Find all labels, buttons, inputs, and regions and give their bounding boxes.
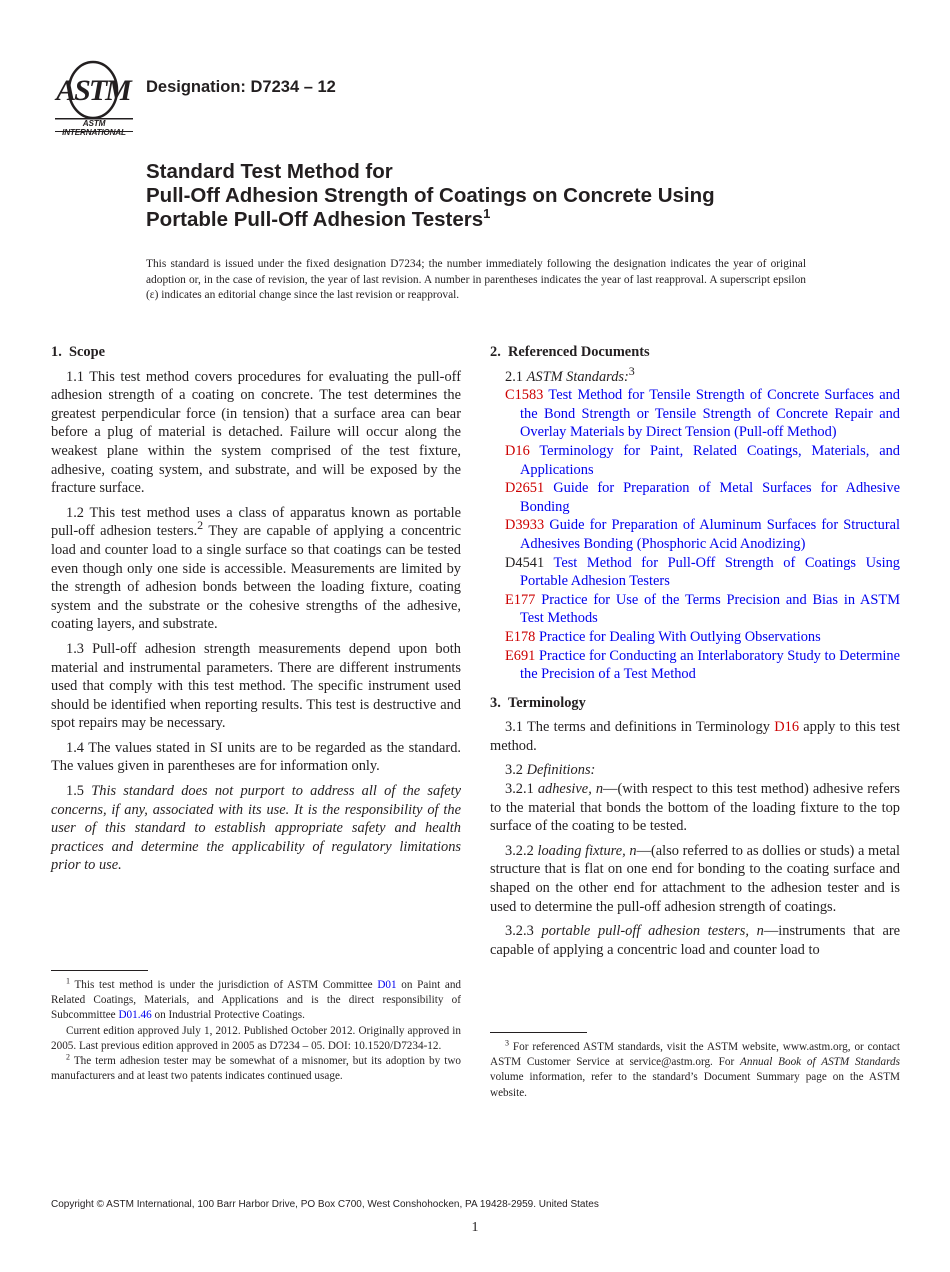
referenced-documents-heading: 2. Referenced Documents [490, 344, 650, 360]
scope-1-1: 1.1 This test method covers procedures for evaluating the pull-off adhesion strength of a coating on concrete. The test determines the greatest perpendicular force (in tension) that a surface area can bear before a plug of material is detached. Failure will occur along the weakest plane within the system comprised of the test fixture, adhesive, coating system, and substrate, and will be exposed by the fracture surface. [51, 368, 461, 497]
reference-code-link[interactable]: D2651 [505, 480, 545, 497]
definition-portable-testers-text: —instruments that are capable of applying a concentric load and counter load to [490, 923, 901, 958]
scope-1-5-text: This standard does not purport to address all of the safety concerns, if any, associated with its use. It is the responsibility of the user of this standard to establish appropriate safety and health practices and determine the applicability of regulatory limitations prior to use. [51, 783, 461, 874]
footnote-2 [51, 1054, 461, 1084]
footnote-3-mark: 3 [505, 1038, 509, 1048]
scope-1-4: 1.4 The values stated in SI units are to be regarded as the standard. The values given in parentheses are for information only. [51, 739, 461, 775]
reference-title-link[interactable]: Practice for Conducting an Interlaboratory Study to Determine the Precision of a Test Method [520, 647, 900, 683]
scope-1-2-text-cont: They are capable of applying a concentric load and counter load to a single surface so that coatings can be tested even though only one side is accessible. Measurements are limited by the strength of adhesion bonds between the loading fixture, coating system and the substrate or the cohesive strengths of the adhesive, coating layers, and substrate. [51, 523, 461, 633]
logo-caption: ASTM INTERNATIONAL [62, 119, 126, 137]
scope-1-5 [51, 782, 461, 875]
footnote-1-text-b: on Paint and Related Coatings, Materials, and Applications and is the direct responsibility of Subcommittee [51, 979, 462, 1022]
document-title [146, 160, 866, 232]
scope-1-3: 1.3 Pull-off adhesion strength measurements depend upon both material and instrumental parameters. There are different instruments used that comply with this test method. The specific instrument used should be identified when reporting results. This test is destructive and spot repairs may be necessary. [51, 640, 461, 732]
title-line-2: Pull-Off Adhesion Strength of Coatings on Concrete Using [146, 184, 715, 207]
right-column [490, 343, 900, 965]
reference-code-link[interactable]: E177 [505, 591, 536, 608]
reference-title-link[interactable]: Test Method for Tensile Strength of Concrete Surfaces and the Bond Strength or Tensile Strength of Concrete Repair and Overlay Materials by Direct Tension (Pull-off Method) [520, 387, 900, 441]
footnote-2-mark: 2 [66, 1052, 70, 1062]
reference-title-link[interactable]: Terminology for Paint, Related Coatings, Materials, and Applications [520, 442, 900, 478]
footnote-1-text: This test method is under the jurisdiction of ASTM Committee [70, 979, 378, 991]
title-line-1: Standard Test Method for [146, 160, 393, 183]
definition-adhesive-text: —(with respect to this test method) adhesive refers to the material that bonds the bottom of the loading fixture to the top surface of the coating to be tested. [490, 781, 900, 835]
terminology-heading: 3. Terminology [490, 694, 586, 711]
definition-adhesive-num: 3.2.1 [505, 781, 538, 798]
terminology-3-2 [490, 761, 900, 780]
designation-notice: This standard is issued under the fixed designation D7234; the number immediately following the designation indicates the year of original adoption or, in the case of revision, the year of last revision. A number in parentheses indicates the year of last reapproval. A superscript epsilon (ε) indicates an editorial change since the last revision or reapproval. [146, 258, 806, 302]
designation: Designation: D7234 – 12 [146, 78, 336, 96]
scope-1-5-num: 1.5 [66, 783, 92, 800]
terminology-3-2-num: 3.2 [505, 762, 527, 779]
subcommittee-link[interactable]: D01.46 [118, 1009, 152, 1022]
scope-1-2-text: 1.2 This test method uses a class of apparatus known as portable pull-off adhesion testers. [51, 504, 461, 540]
copyright: Copyright © ASTM International, 100 Barr Harbor Drive, PO Box C700, West Conshohocken, PA 19428-2959. United States [51, 1199, 599, 1210]
reference-item [490, 647, 900, 684]
astm-standards-num: 2.1 [505, 368, 527, 385]
definition-loading-fixture [490, 842, 900, 916]
footnote-1-text-c: on Industrial Protective Coatings. [151, 1009, 305, 1022]
terminology-3-2-label: Definitions: [526, 762, 596, 779]
footnotes-left [51, 978, 461, 1084]
left-column [51, 343, 461, 881]
footnote-3-text-b: volume information, refer to the standard’s Document Summary page on the ASTM website. [490, 1071, 900, 1099]
reference-title-link[interactable]: Guide for Preparation of Aluminum Surfaces for Structural Adhesives Bonding (Phosphoric Acid Anodizing) [520, 517, 900, 552]
definition-portable-testers-num: 3.2.3 [505, 923, 542, 940]
reference-title-link[interactable]: Practice for Use of the Terms Precision and Bias in ASTM Test Methods [520, 591, 900, 627]
reference-title-link[interactable]: Guide for Preparation of Metal Surfaces for Adhesive Bonding [520, 480, 900, 515]
d16-link[interactable]: D16 [774, 719, 800, 736]
page-number: 1 [471, 1220, 479, 1235]
definition-loading-fixture-num: 3.2.2 [505, 842, 538, 859]
definition-portable-testers-term: portable pull-off adhesion testers, n [541, 923, 764, 940]
astm-standards-label: ASTM Standards: [526, 368, 629, 385]
definition-adhesive [490, 780, 900, 836]
reference-title-link[interactable]: Practice for Dealing With Outlying Observations [539, 628, 821, 645]
footnote-ref-3[interactable]: 3 [628, 363, 635, 378]
footnotes-right [490, 1040, 900, 1101]
scope-heading: 1. Scope [51, 344, 105, 360]
terminology-3-1-text-b: apply to this test method. [490, 719, 900, 754]
terminology-3-1 [490, 718, 900, 755]
footnote-rule-left [51, 970, 148, 971]
reference-item [490, 479, 900, 516]
terminology-3-1-text: 3.1 The terms and definitions in Terminology [505, 719, 775, 736]
definition-portable-testers [490, 922, 900, 959]
footnote-rule-right [490, 1032, 587, 1033]
title-line-3: Portable Pull-Off Adhesion Testers [146, 208, 484, 231]
astm-standards-subheading [490, 363, 900, 387]
footnote-1-mark: 1 [66, 976, 70, 986]
footnote-1 [51, 978, 461, 1024]
reference-item [490, 442, 900, 479]
referenced-documents-list [490, 386, 900, 684]
reference-title-link[interactable]: Test Method for Pull-Off Strength of Coatings Using Portable Adhesion Testers [520, 554, 900, 590]
definition-loading-fixture-term: loading fixture, n [537, 842, 637, 859]
committee-link[interactable]: D01 [377, 979, 397, 991]
reference-code-link[interactable]: E178 [505, 628, 536, 645]
footnote-3-italic: Annual Book of ASTM Standards [740, 1056, 900, 1069]
reference-code-link[interactable]: C1583 [505, 387, 544, 404]
reference-item [490, 386, 900, 442]
svg-text:ASTM: ASTM [56, 74, 130, 107]
footnote-2-text: The term adhesion tester may be somewhat of a misnomer, but its adoption by two manufacturers and at least two patents indicates continued usage. [51, 1055, 461, 1083]
footnote-3 [490, 1040, 900, 1101]
edition-note: Current edition approved July 1, 2012. Published October 2012. Originally approved in 2005. Last previous edition approved in 2005 as D7234 – 05. DOI: 10.1520/D7234-12. [51, 1024, 461, 1052]
reference-code-link[interactable]: D3933 [505, 517, 545, 534]
footnote-3-text: For referenced ASTM standards, visit the ASTM website, www.astm.org, or contact ASTM Customer Service at service@astm.org. For [490, 1041, 900, 1069]
definition-loading-fixture-text: —(also referred to as dollies or studs) a metal structure that is flat on one end for bonding to the coating surface and shaped on the other end for attachment to the adhesion tester and is used to determine the pull-off adhesion strength of coatings. [490, 842, 901, 915]
reference-code-link[interactable]: E691 [505, 647, 536, 664]
footnote-ref-2[interactable]: 2 [197, 518, 204, 533]
title-footnote-mark: 1 [483, 206, 491, 222]
reference-code-link[interactable]: D4541 [505, 554, 545, 571]
scope-1-2 [51, 504, 461, 634]
astm-logo [52, 60, 134, 137]
reference-code-link[interactable]: D16 [505, 442, 530, 459]
definition-adhesive-term: adhesive, n [537, 781, 604, 798]
reference-item [490, 628, 900, 647]
reference-item [490, 591, 900, 628]
reference-item [490, 516, 900, 553]
reference-item [490, 554, 900, 591]
